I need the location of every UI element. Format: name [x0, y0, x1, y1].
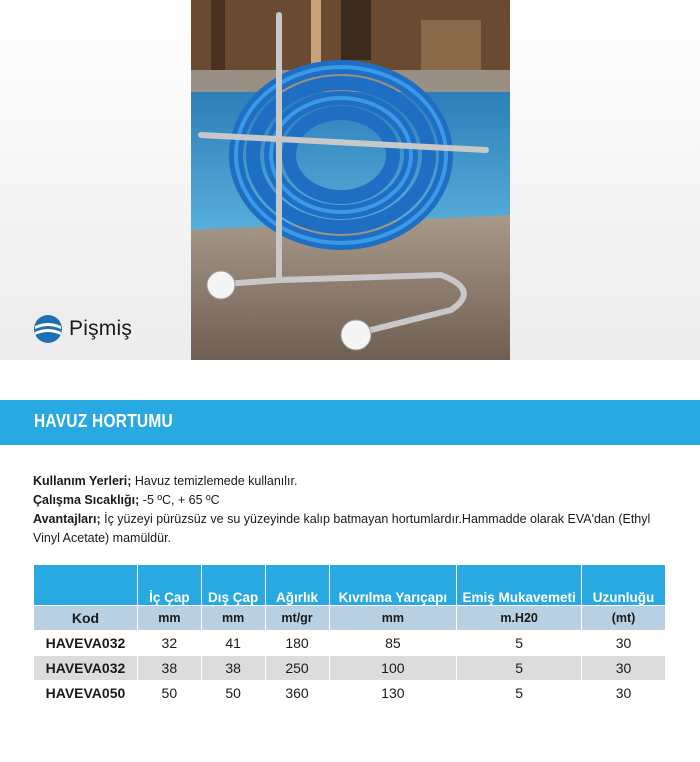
- temperature-text: -5 ºC, + 65 ºC: [139, 493, 220, 507]
- table-cell: 85: [329, 631, 457, 656]
- product-description: [33, 472, 673, 548]
- header-cell: [34, 565, 138, 606]
- advantages-label: Avantajları;: [33, 512, 101, 526]
- advantages-text: İç yüzeyi pürüzsüz ve su yüzeyinde kalıp batmayan hortumlardır.Hammadde olarak EVA'dan (Ethyl Vinyl Acetate) mamüldür.: [33, 512, 651, 545]
- table-cell: 41: [201, 631, 265, 656]
- advantages-line: [33, 510, 673, 548]
- table-cell: 250: [265, 656, 329, 681]
- table-cell: 100: [329, 656, 457, 681]
- header-cell: Uzunluğu: [582, 565, 666, 606]
- table-cell: 30: [582, 681, 666, 706]
- temperature-label: Çalışma Sıcaklığı;: [33, 493, 140, 507]
- header-cell: Dış Çap: [201, 565, 265, 606]
- product-photo: [191, 0, 510, 360]
- table-cell: 32: [137, 631, 201, 656]
- unit-cell: mm: [201, 606, 265, 631]
- header-cell: İç Çap: [137, 565, 201, 606]
- table-cell: 130: [329, 681, 457, 706]
- page-title: HAVUZ HORTUMU: [34, 411, 173, 431]
- table-cell: 38: [201, 656, 265, 681]
- unit-cell: mt/gr: [265, 606, 329, 631]
- table-header-row: [34, 565, 666, 606]
- unit-cell: mm: [329, 606, 457, 631]
- unit-cell: (mt): [582, 606, 666, 631]
- brand-logo: [33, 314, 132, 344]
- temperature-line: [33, 491, 673, 510]
- table-cell: 5: [457, 631, 582, 656]
- unit-cell: m.H20: [457, 606, 582, 631]
- header-cell: Kıvrılma Yarıçapı: [329, 565, 457, 606]
- table-unit-row: [34, 606, 666, 631]
- table-cell: 5: [457, 681, 582, 706]
- table-cell: 180: [265, 631, 329, 656]
- usage-line: [33, 472, 673, 491]
- table-cell: HAVEVA050: [34, 681, 138, 706]
- pismis-logo-icon: [33, 314, 63, 344]
- table-cell: HAVEVA032: [34, 631, 138, 656]
- hose-reel-image: [191, 0, 510, 360]
- table-cell: 5: [457, 656, 582, 681]
- table-row: [34, 681, 666, 706]
- usage-label: Kullanım Yerleri;: [33, 474, 132, 488]
- table-row: [34, 631, 666, 656]
- brand-name: Pişmiş: [69, 317, 133, 340]
- table-cell: 50: [137, 681, 201, 706]
- header-cell: Ağırlık: [265, 565, 329, 606]
- table-cell: 50: [201, 681, 265, 706]
- header-cell: Emiş Mukavemeti: [457, 565, 582, 606]
- table-row: [34, 656, 666, 681]
- unit-cell: Kod: [34, 606, 138, 631]
- table-cell: 38: [137, 656, 201, 681]
- unit-cell: mm: [137, 606, 201, 631]
- table-cell: 360: [265, 681, 329, 706]
- spec-table: [33, 564, 666, 706]
- table-cell: 30: [582, 656, 666, 681]
- usage-text: Havuz temizlemede kullanılır.: [131, 474, 298, 488]
- table-cell: 30: [582, 631, 666, 656]
- table-cell: HAVEVA032: [34, 656, 138, 681]
